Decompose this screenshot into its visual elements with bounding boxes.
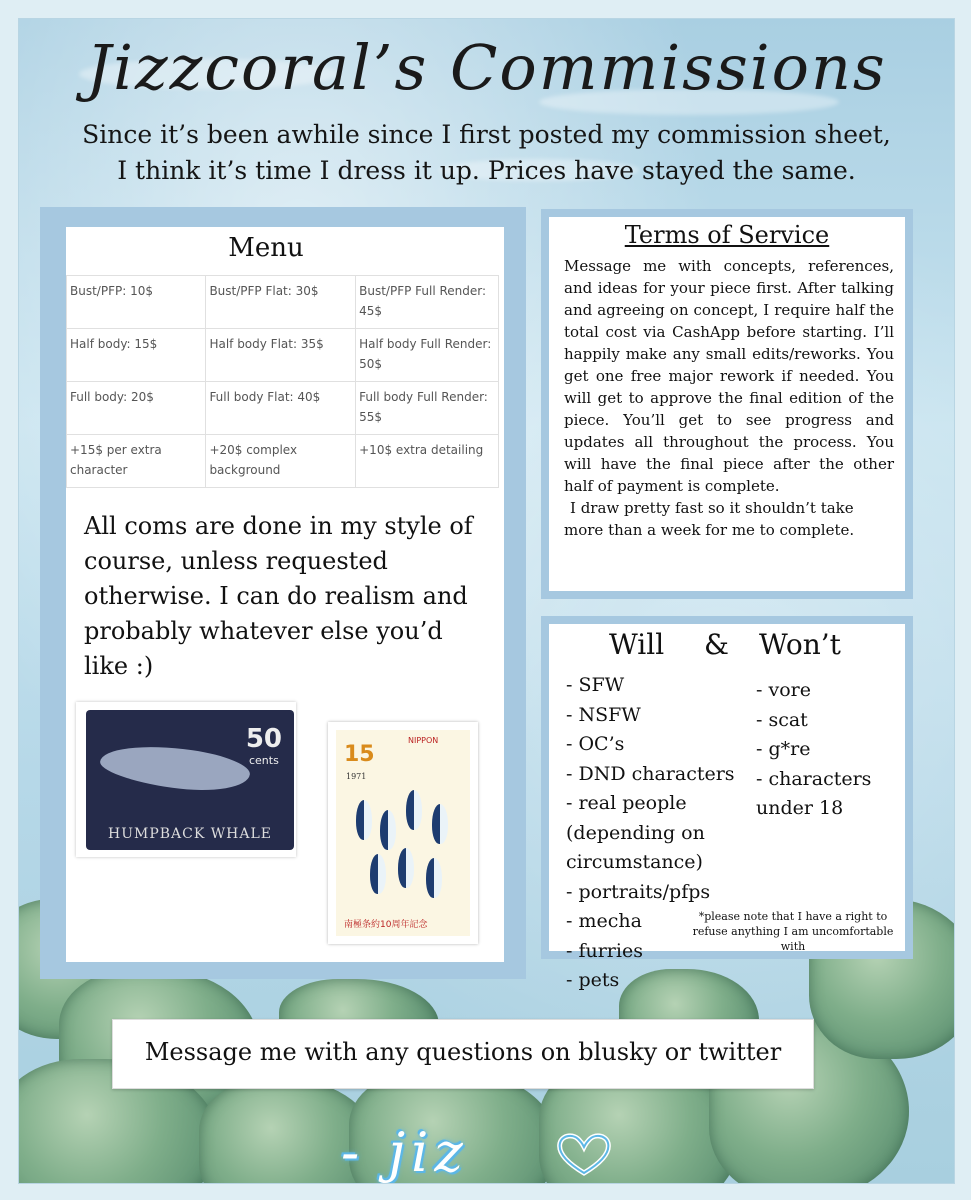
- penguin-stamp-art: [336, 730, 470, 936]
- tos-text: Message me with concepts, references, and ideas for your piece first. After talking and agreeing on concept, I require half the total cost via CashApp before starting. I’ll happily make any small edits/reworks. You get one free major rework if needed. You will get to approve the final edition of the piece. You’ll get to see progress and updates all throughout the process. You will have the final piece after the other half of payment is complete.: [564, 257, 894, 495]
- table-row: [67, 435, 499, 488]
- tos-extra-text: I draw pretty fast so it shouldn’t take more than a week for me to complete.: [564, 499, 855, 539]
- list-item: circumstance): [566, 851, 703, 873]
- penguin-icon: [380, 810, 396, 850]
- list-item: - pets: [566, 969, 620, 991]
- will-wont-card: [549, 624, 905, 991]
- price-cell: +20$ complex background: [206, 435, 356, 488]
- list-item: - portraits/pfps: [566, 880, 711, 903]
- list-item: - mecha: [566, 910, 642, 932]
- will-heading: Will: [609, 628, 665, 661]
- will-wont-panel: [541, 616, 913, 991]
- contact-text: Message me with any questions on blusky or twitter: [144, 1038, 782, 1066]
- price-cell: Bust/PFP: 10$: [67, 276, 206, 329]
- penguin-icon: [370, 854, 386, 894]
- intro-line: I think it’s time I dress it up. Prices have stayed the same.: [117, 156, 856, 185]
- price-table: [66, 275, 499, 488]
- disclaimer-note: *please note that I have a right to refuse anything I am uncomfortable with: [692, 910, 894, 953]
- wont-heading: Won’t: [759, 628, 841, 661]
- whale-icon: [98, 738, 252, 798]
- tos-title: Terms of Service: [624, 221, 830, 249]
- price-cell: Full body Flat: 40$: [206, 382, 356, 435]
- menu-card: [66, 227, 504, 962]
- stamp-year: 1971: [346, 772, 367, 781]
- list-item: - characters: [756, 767, 872, 790]
- list-item: - vore: [756, 679, 811, 701]
- penguin-icon: [432, 804, 448, 844]
- price-cell: Half body Flat: 35$: [206, 329, 356, 382]
- stamp-caption: 南極条約10周年記念: [344, 920, 428, 930]
- intro-text: [19, 117, 954, 189]
- tos-body: [564, 255, 894, 541]
- coms-note: All coms are done in my style of course, unless requested otherwise. I can do realism and probably whatever else you’d like :): [84, 512, 473, 680]
- intro-line: Since it’s been awhile since I first posted my commission sheet,: [82, 120, 891, 149]
- list-item: - DND characters: [566, 762, 735, 785]
- list-item: - scat: [756, 708, 808, 731]
- price-cell: Bust/PFP Flat: 30$: [206, 276, 356, 329]
- penguin-icon: [406, 790, 422, 830]
- table-row: [67, 276, 499, 329]
- signature: - jiz: [341, 1121, 469, 1184]
- page-title: Jizzcoral’s Commissions: [86, 31, 887, 104]
- list-item: - real people: [566, 792, 687, 814]
- stamp-value: 15: [344, 742, 375, 767]
- stamp-value-unit: cents: [248, 754, 279, 767]
- price-cell: +10$ extra detailing: [356, 435, 499, 488]
- contact-box: [112, 1019, 814, 1089]
- penguin-icon: [356, 800, 372, 840]
- penguin-icon: [426, 858, 442, 898]
- stamp-value-number: 50: [245, 724, 282, 754]
- whale-stamp-art: [86, 710, 294, 850]
- price-cell: Full body: 20$: [67, 382, 206, 435]
- menu-title: Menu: [228, 233, 304, 263]
- tos-card: [549, 217, 905, 591]
- poster-frame: [18, 18, 955, 1184]
- price-cell: Half body Full Render: 50$: [356, 329, 499, 382]
- list-item: - SFW: [566, 674, 625, 696]
- stamp-value: [246, 724, 282, 767]
- penguin-icon: [398, 848, 414, 888]
- menu-panel: [40, 207, 526, 979]
- wont-list: [756, 676, 871, 824]
- whale-stamp-image: [76, 702, 296, 857]
- list-item: - NSFW: [566, 703, 641, 726]
- list-item: - OC’s: [566, 733, 625, 755]
- penguin-stamp-image: [328, 722, 478, 944]
- price-cell: Half body: 15$: [67, 329, 206, 382]
- heart-icon: [554, 1131, 614, 1177]
- price-cell: Bust/PFP Full Render: 45$: [356, 276, 499, 329]
- table-row: [67, 382, 499, 435]
- list-item: under 18: [756, 797, 844, 819]
- tos-panel: [541, 209, 913, 599]
- stamp-country: NIPPON: [408, 736, 439, 745]
- list-item: - furries: [566, 939, 643, 962]
- ampersand: &: [704, 628, 729, 661]
- table-row: [67, 329, 499, 382]
- list-item: - g*re: [756, 738, 811, 760]
- price-cell: +15$ per extra character: [67, 435, 206, 488]
- stamp-label: HUMPBACK WHALE: [107, 826, 272, 842]
- list-item: (depending on: [566, 821, 705, 844]
- price-cell: Full body Full Render: 55$: [356, 382, 499, 435]
